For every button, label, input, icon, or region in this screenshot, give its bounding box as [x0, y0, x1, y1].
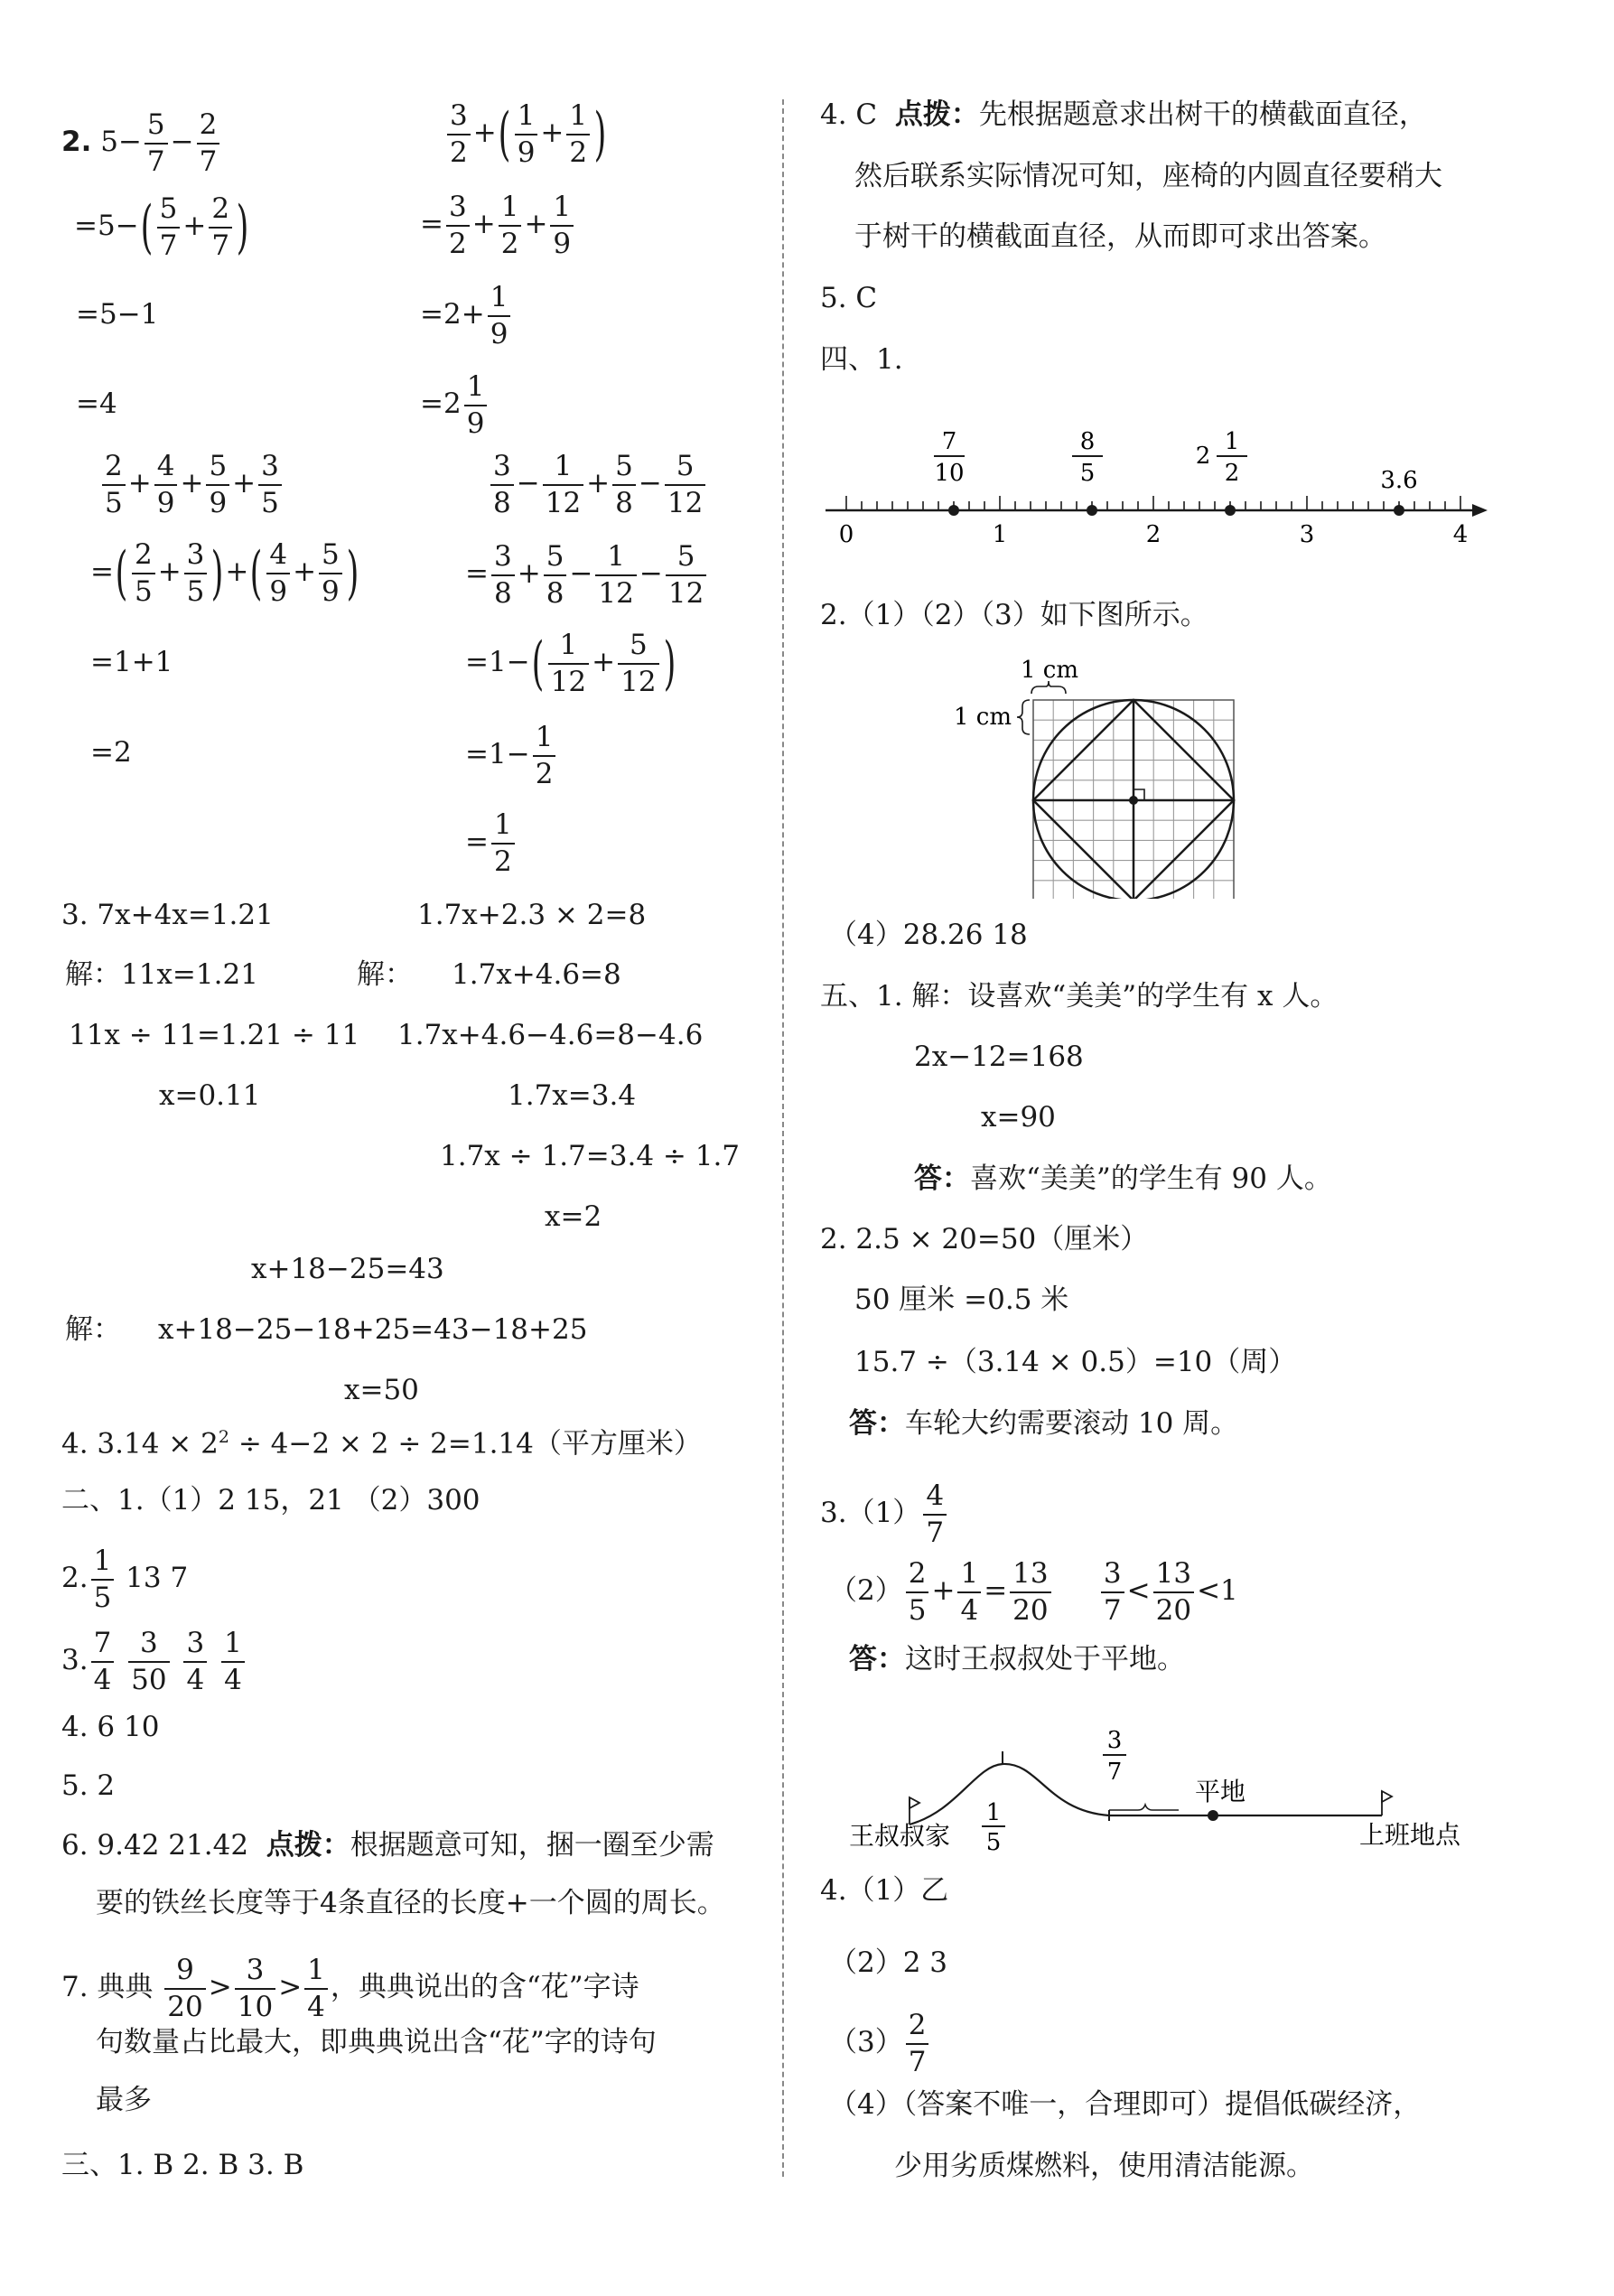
- s2-q6-line2: 要的铁丝长度等于4条直径的长度+一个圆的周长。: [96, 1887, 725, 1919]
- r-p2-l1: 2. 2.5 × 20=50（厘米）: [820, 1223, 1149, 1255]
- number-line-point: [1225, 505, 1236, 516]
- p2c-line2: =( $\frac{2}{5}$ + $\frac{3}{5}$ )+( $\frac{4}{9}$ + $\frac{5}{9}$ ): [90, 538, 359, 608]
- r-p3-l3: 答：这时王叔叔处于平地。: [849, 1643, 1185, 1675]
- p2d-line1: $\frac{3}{8}$ − $\frac{1}{12}$ + $\frac{5}{8}$ − $\frac{5}{12}$: [488, 452, 708, 518]
- number-line: [813, 402, 1499, 560]
- grid-circle-figure: [939, 650, 1246, 899]
- s2-q5: 5. 2: [61, 1769, 116, 1802]
- eq-a1: 3. 7x+4x=1.21: [61, 899, 274, 931]
- point-label-whole: 2: [1195, 443, 1211, 470]
- point-label-numerator: 8: [1079, 428, 1096, 455]
- p2a-line2: =5−( $\frac{5}{7}$ + $\frac{2}{7}$ ): [74, 192, 249, 262]
- position-dot: [1208, 1810, 1218, 1821]
- eq-b2: 1.7x+4.6=8: [452, 958, 621, 991]
- point-label-denominator: 10: [934, 460, 965, 487]
- arrow-icon: [1472, 504, 1488, 517]
- tick-label: 4: [1452, 521, 1469, 548]
- eq-b3: 1.7x+4.6−4.6=8−4.6: [397, 1019, 704, 1051]
- r-p2-l2: 50 厘米 =0.5 米: [854, 1283, 1069, 1316]
- svg-text:7: 7: [1106, 1759, 1123, 1786]
- r-p4-l3: （3） $\frac{2}{7}$: [829, 2011, 931, 2077]
- point-label-numerator: 1: [1224, 428, 1240, 455]
- s2-q7-line2: 句数量占比最大，即典典说出含“花”字的诗句: [96, 2026, 657, 2058]
- route-flat-label: 平地: [1195, 1777, 1246, 1806]
- r-s5-l1: 五、1. 解：设喜欢“美美”的学生有 x 人。: [820, 980, 1339, 1013]
- flag-icon: [910, 1797, 919, 1808]
- p2b-line2: = $\frac{3}{2}$ + $\frac{1}{2}$ + $\frac{1}{9}$: [420, 192, 576, 258]
- p2a-line1: [61, 110, 222, 176]
- eq-a2: 解：11x=1.21: [65, 958, 258, 991]
- text: −: [170, 126, 194, 159]
- svg-text:1: 1: [985, 1799, 1002, 1826]
- p2b-line3: =2+ $\frac{1}{9}$: [420, 283, 513, 349]
- tick-label: 2: [1145, 521, 1162, 548]
- point-label: 3.6: [1380, 467, 1418, 494]
- route-end-label: 上班地点: [1359, 1820, 1461, 1850]
- s2-q7-line3: 最多: [96, 2084, 152, 2116]
- item-number: 2.: [61, 126, 92, 159]
- p2c-line1: $\frac{2}{5}$ + $\frac{4}{9}$ + $\frac{5}{9}$ + $\frac{3}{5}$: [99, 452, 285, 518]
- fraction: $\frac{5}{7}$: [145, 110, 168, 176]
- p4-line: 4. $3.14 \times 2^2 \div 4-2 \times 2 \div 2=1.14$（平方厘米）: [61, 1427, 702, 1461]
- r-s5-l2: 2x−12=168: [914, 1041, 1084, 1073]
- center-dot: [1129, 796, 1138, 805]
- p2b-line1: $\frac{3}{2}$ +( $\frac{1}{9}$ + $\frac{1}{2}$ ): [444, 101, 608, 167]
- s2-q6-line1: 6. 9.42 21.42 点拨：根据题意可知，捆一圈至少需: [61, 1829, 714, 1862]
- s2-q1: 二、1.（1）2 15，21 （2）300: [61, 1484, 480, 1517]
- tick-label: 1: [992, 521, 1008, 548]
- point-label-numerator: 7: [941, 428, 957, 455]
- number-line-point: [1394, 505, 1404, 516]
- unit-label-top: 1 cm: [1021, 657, 1079, 684]
- eq-a4: x=0.11: [159, 1079, 261, 1112]
- eq-a3: 11x ÷ 11=1.21 ÷ 11: [69, 1019, 360, 1051]
- r-p4-l5: 少用劣质煤燃料，使用清洁能源。: [894, 2150, 1314, 2182]
- p2c-line3: =1+1: [90, 646, 173, 678]
- eq-c1: x+18−25=43: [251, 1253, 444, 1285]
- p2c-line4: =2: [90, 736, 132, 769]
- point-label-denominator: 5: [1079, 460, 1096, 487]
- brace-icon: [1109, 1805, 1179, 1810]
- eq-b6: x=2: [545, 1200, 602, 1233]
- r-s4: 四、1.: [820, 343, 903, 376]
- eq-b4: 1.7x=3.4: [508, 1079, 637, 1112]
- brace-icon: [1017, 700, 1030, 734]
- r-p3-l1: 3.（1） $\frac{4}{7}$: [820, 1481, 949, 1547]
- r-p2-l3: 15.7 ÷（3.14 × 0.5）=10（周）: [854, 1346, 1297, 1378]
- p2d-line4: =1− $\frac{1}{2}$: [465, 723, 558, 789]
- eq-b2-label: 解：: [357, 958, 413, 991]
- r-p4-l1: 4.（1）乙: [820, 1874, 949, 1907]
- p2d-line2: = $\frac{3}{8}$ + $\frac{5}{8}$ − $\frac{1}{12}$ − $\frac{5}{12}$: [465, 542, 709, 608]
- eq-c3: x=50: [344, 1374, 419, 1406]
- r-p3-l2: （2） $\frac{2}{5}$ + $\frac{1}{4}$ = $\frac{13}{20}$ $\frac{3}{7}$ < $\frac{13}{20}$ <1: [829, 1557, 1238, 1627]
- r-p4-l4: （4）（答案不唯一，合理即可）提倡低碳经济，: [829, 2088, 1422, 2121]
- r-p4-l2: （2）2 3: [829, 1946, 948, 1979]
- tick-label: 3: [1299, 521, 1315, 548]
- svg-text:3: 3: [1106, 1727, 1123, 1754]
- fraction: $\frac{2}{7}$: [197, 110, 220, 176]
- r-s5-l3: x=90: [981, 1101, 1056, 1134]
- eq-c2-label: 解：: [65, 1313, 121, 1346]
- p2a-line4: =4: [76, 387, 117, 420]
- route-diagram: [840, 1721, 1490, 1852]
- s3-line: 三、1. B 2. B 3. B: [61, 2149, 304, 2181]
- eq-b1: 1.7x+2.3 × 2=8: [417, 899, 647, 931]
- s2-q3: 3. $\frac{7}{4}$ $\frac{3}{50}$ $\frac{3}{4}$ $\frac{1}{4}$: [61, 1629, 247, 1694]
- r-s5-l4: 答：喜欢“美美”的学生有 90 人。: [914, 1162, 1332, 1195]
- r-q4-line3: 于树干的横截面直径，从而即可求出答案。: [854, 220, 1386, 253]
- s2-q2: 2. $\frac{1}{5}$ 13 7: [61, 1545, 189, 1614]
- r-q2: 2.（1）（2）（3）如下图所示。: [820, 599, 1208, 631]
- r-q2b: （4）28.26 18: [829, 919, 1028, 951]
- s2-q4: 4. 6 10: [61, 1711, 160, 1743]
- hill-path: [910, 1764, 1109, 1825]
- number-line-point: [1087, 505, 1097, 516]
- p2d-line5: = $\frac{1}{2}$: [465, 810, 518, 876]
- eq-b5: 1.7x ÷ 1.7=3.4 ÷ 1.7: [440, 1140, 741, 1172]
- svg-text:5: 5: [985, 1829, 1002, 1852]
- unit-label-left: 1 cm: [954, 704, 1012, 731]
- s2-q7-line1: 7. 典典 $\frac{9}{20}$ > $\frac{3}{10}$ > $\frac{1}{4}$ ，典典说出的含“花”字诗: [61, 1954, 639, 2023]
- r-q5: 5. C: [820, 282, 878, 314]
- point-label-denominator: 2: [1224, 460, 1240, 487]
- number-line-point: [948, 505, 959, 516]
- flag-icon: [1382, 1791, 1392, 1802]
- p2a-line3: =5−1: [76, 298, 159, 331]
- column-divider: [782, 99, 784, 2177]
- r-q4-line2: 然后联系实际情况可知，座椅的内圆直径要稍大: [854, 160, 1442, 192]
- p2d-line3: =1−( $\frac{1}{12}$ + $\frac{5}{12}$ ): [465, 629, 676, 698]
- eq-c2: x+18−25−18+25=43−18+25: [158, 1313, 588, 1346]
- p2b-line4: =2 $\frac{1}{9}$: [420, 372, 490, 438]
- r-q4-line1: 4. C 点拨：先根据题意求出树干的横截面直径，: [820, 98, 1427, 131]
- r-p2-l4: 答：车轮大约需要滚动 10 周。: [849, 1407, 1239, 1440]
- tick-label: 0: [838, 521, 854, 548]
- route-start-label: 王叔叔家: [849, 1821, 951, 1851]
- text: 5−: [100, 126, 142, 159]
